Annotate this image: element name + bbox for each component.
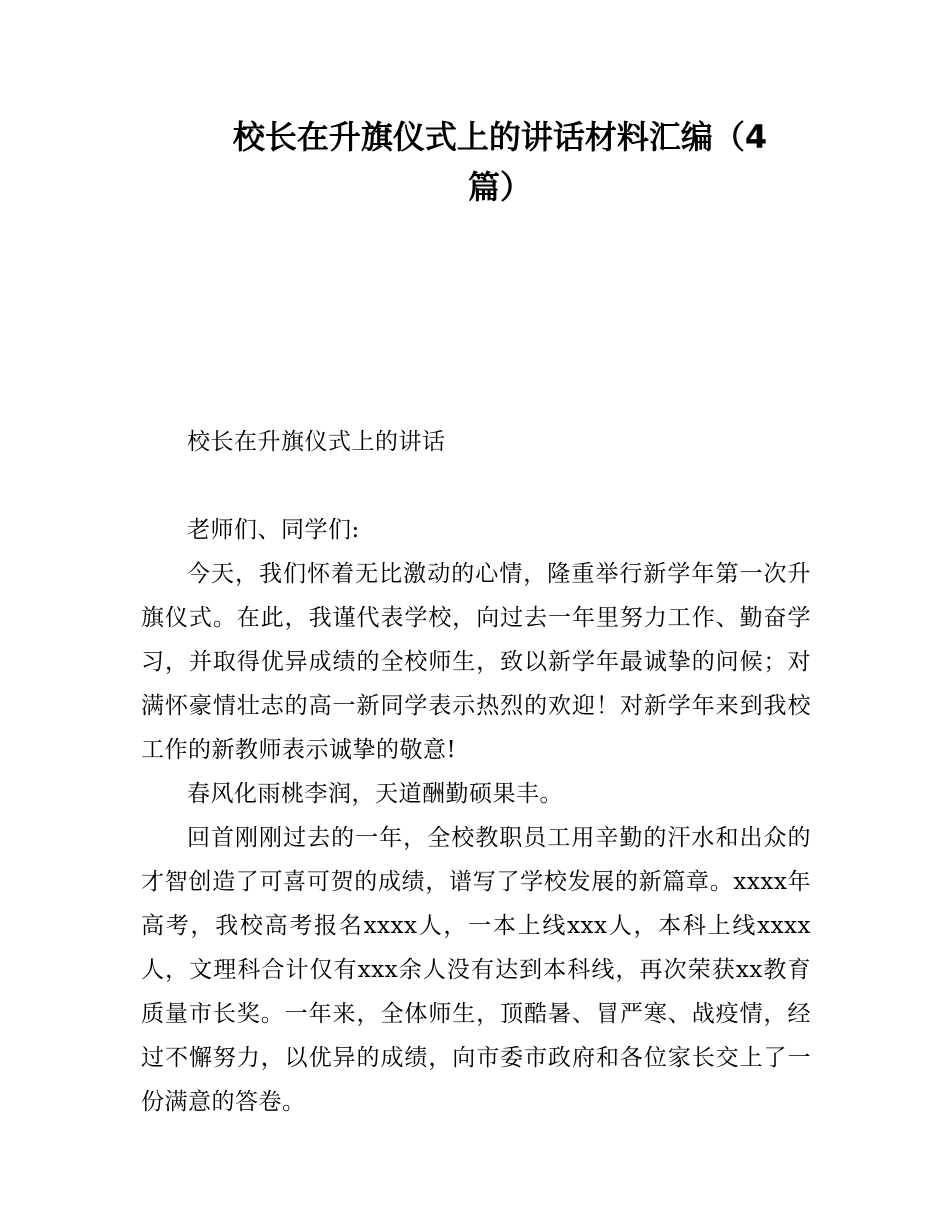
speech-subtitle: 校长在升旗仪式上的讲话	[187, 429, 446, 455]
document-body	[141, 420, 811, 1124]
salutation: 老师们、同学们:	[187, 517, 360, 543]
document-title-line-2: 篇）	[467, 168, 532, 206]
paragraph-1: 今天，我们怀着无比激动的心情，隆重举行新学年第一次升旗仪式。在此，我谨代表学校，向过去一年里努力工作、勤奋学习，并取得优异成绩的全校师生，致以新学年最诚挚的问候；对满怀豪情壮志的高一新同学表示热烈的欢迎！对新学年来到我校工作的新教师表示诚挚的敬意!	[141, 561, 811, 763]
document-title-line-1: 校长在升旗仪式上的讲话材料汇编（4	[232, 118, 768, 156]
document-title	[200, 112, 800, 212]
paragraph-3: 回首刚刚过去的一年，全校教职员工用辛勤的汗水和出众的才智创造了可喜可贺的成绩，谱写了学校发展的新篇章。xxxx年高考，我校高考报名xxxx人，一本上线xxx人，本科上线xxxx人，文理科合计仅有xxx余人没有达到本科线，再次荣获xx教育质量市长奖。一年来，全体师生，顶酷暑、冒严寒、战疫情，经过不懈努力，以优异的成绩，向市委市政府和各位家长交上了一份满意的答卷。	[141, 825, 811, 1115]
paragraph-2: 春风化雨桃李润，天道酬勤硕果丰。	[187, 781, 563, 807]
